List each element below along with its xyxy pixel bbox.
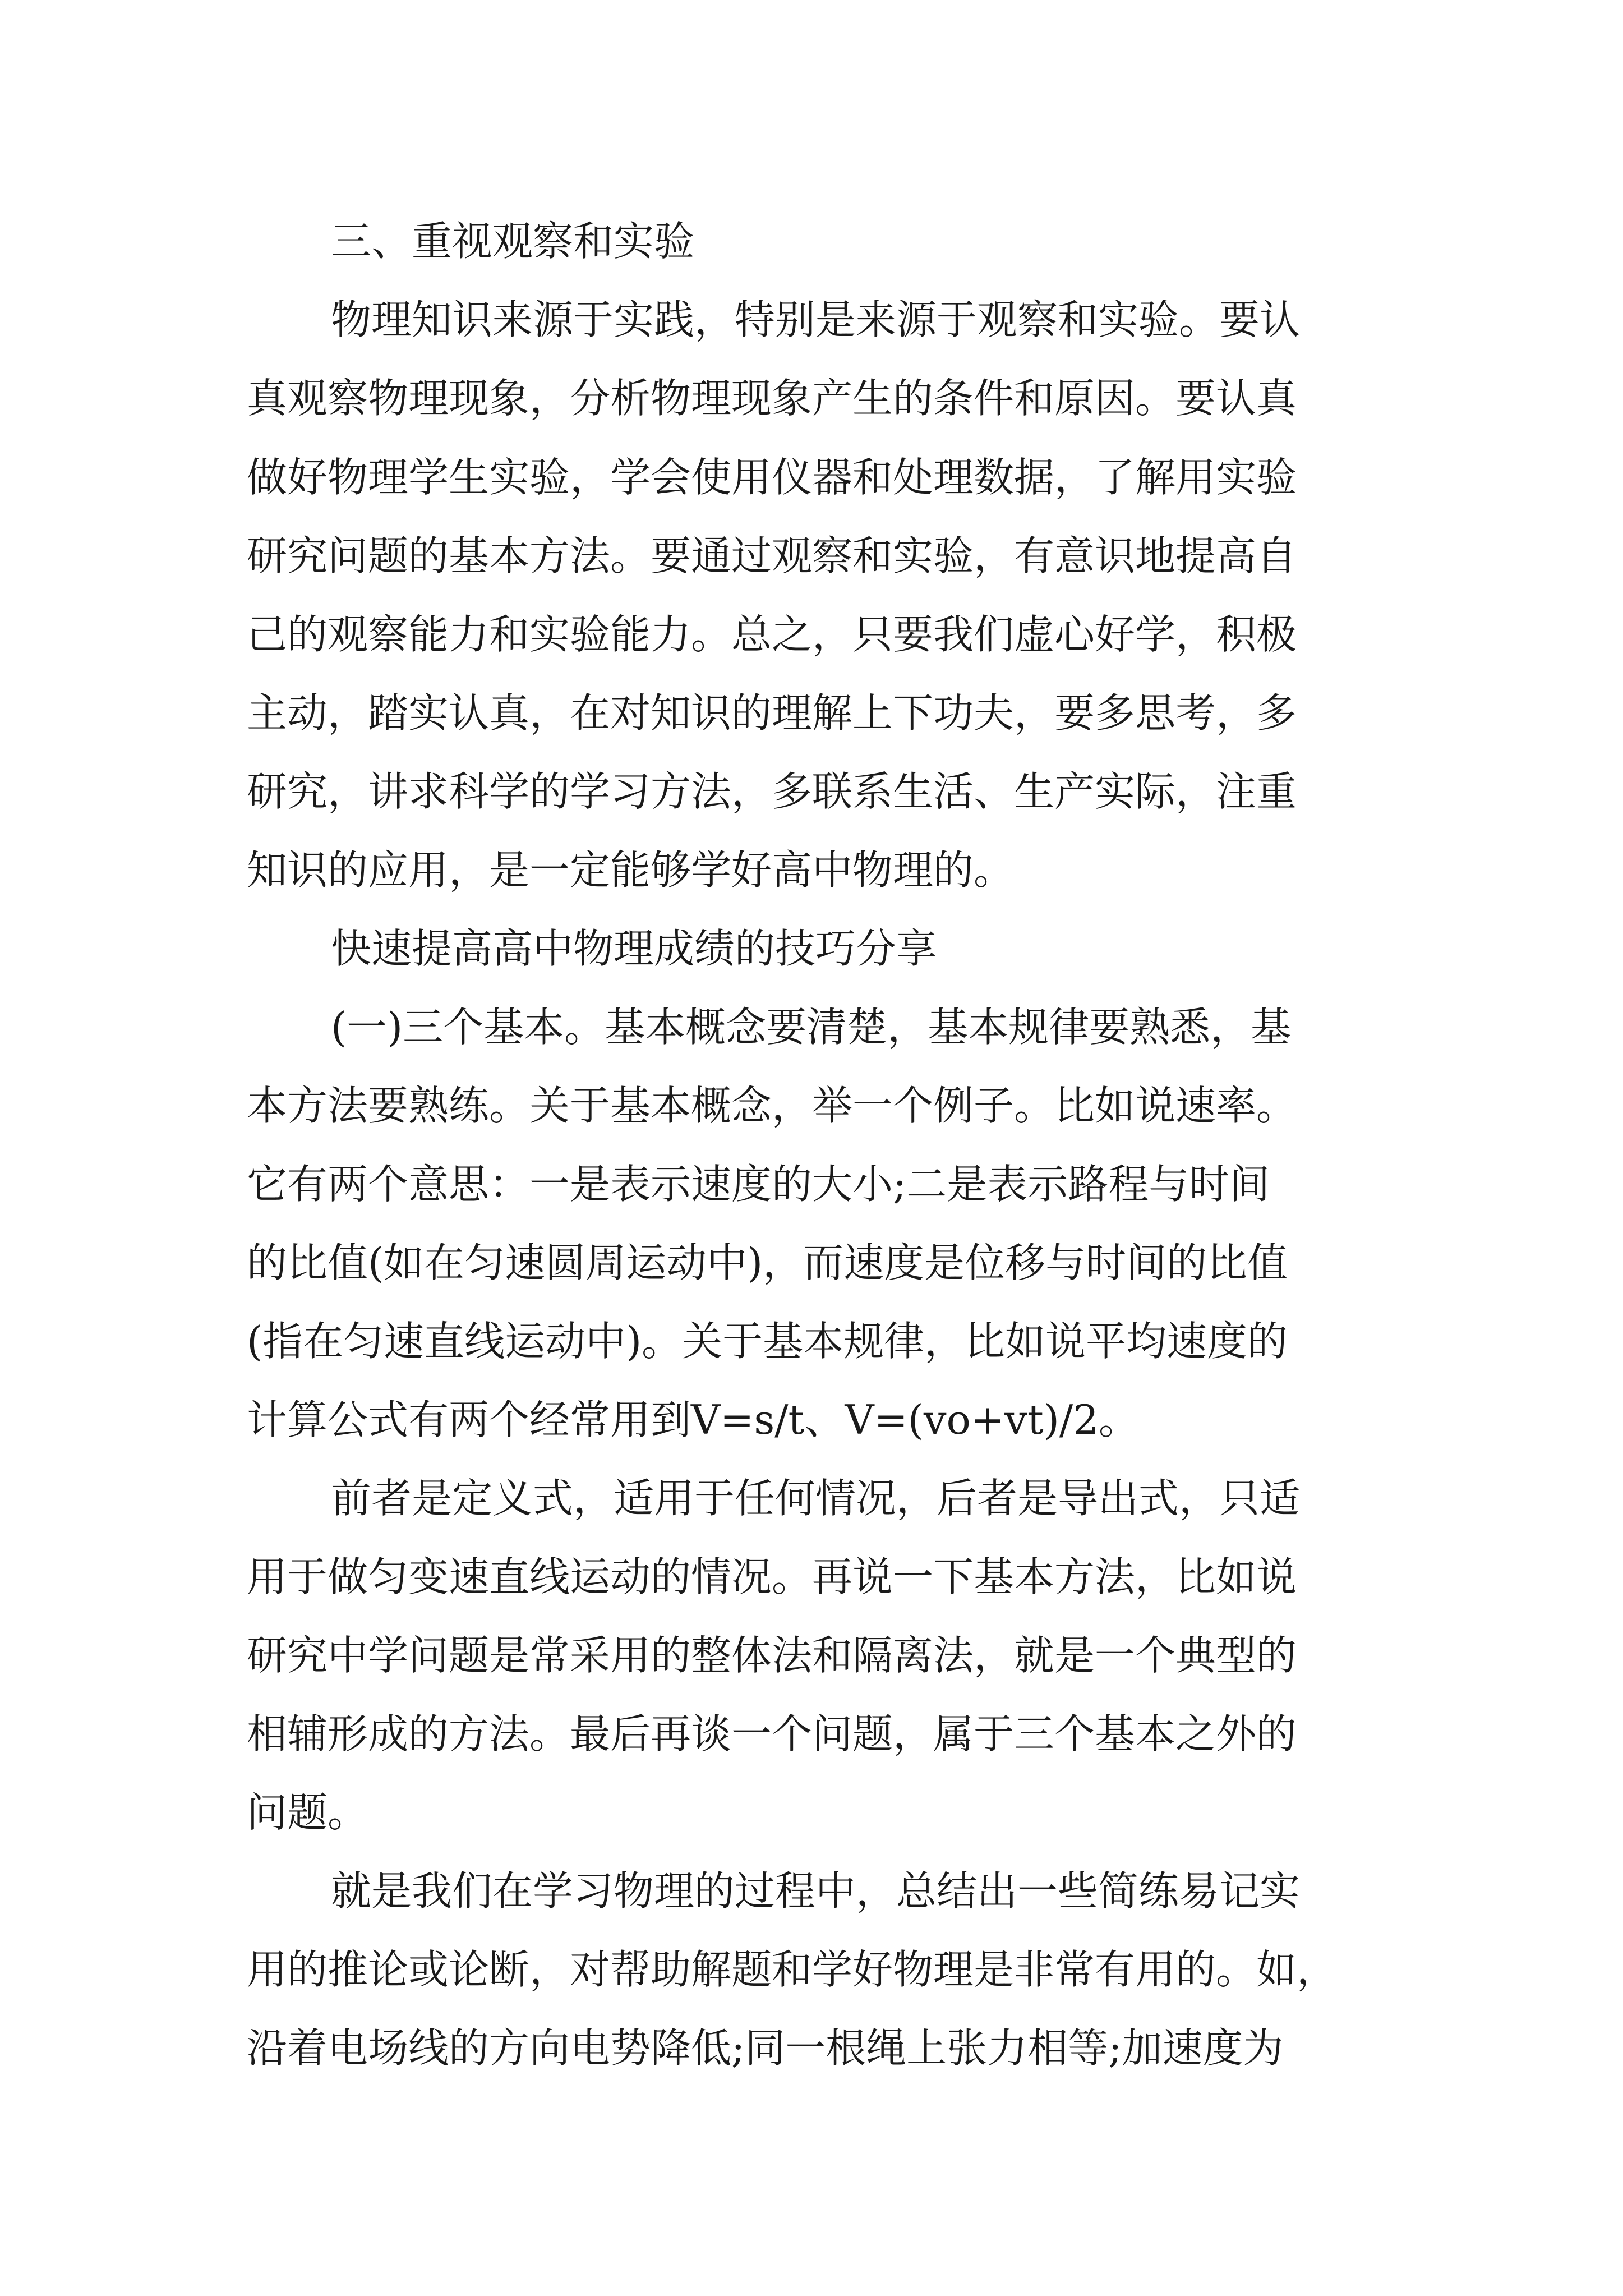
text-line: 的比值(如在匀速圆周运动中)，而速度是位移与时间的比值 [247,1239,1288,1286]
text-line: 用的推论或论断，对帮助解题和学好物理是非常有用的。如， [247,1946,1338,1993]
text-line: 本方法要熟练。关于基本概念，举一个例子。比如说速率。 [247,1082,1297,1129]
text-line: 它有两个意思：一是表示速度的大小;二是表示路程与时间 [247,1161,1270,1208]
text-line: 研究中学问题是常采用的整体法和隔离法，就是一个典型的 [247,1632,1297,1679]
text-line: 真观察物理现象，分析物理现象产生的条件和原因。要认真 [247,375,1297,422]
text-line: 己的观察能力和实验能力。总之，只要我们虚心好学，积极 [247,611,1297,658]
text-line: 做好物理学生实验，学会使用仪器和处理数据，了解用实验 [247,454,1297,501]
text-line: 研究，讲求科学的学习方法，多联系生活、生产实际，注重 [247,768,1297,815]
text-line: 前者是定义式，适用于任何情况，后者是导出式，只适 [331,1475,1301,1522]
text-line: 物理知识来源于实践，特别是来源于观察和实验。要认 [331,296,1301,343]
text-line: 知识的应用，是一定能够学好高中物理的。 [247,846,1015,894]
text-line: 主动，踏实认真，在对知识的理解上下功夫，要多思考，多 [247,689,1297,737]
text-line: 问题。 [247,1789,368,1836]
text-line: (一)三个基本。基本概念要清楚，基本规律要熟悉，基 [331,1004,1292,1051]
section-heading: 三、重视观察和实验 [331,218,695,265]
text-line: 就是我们在学习物理的过程中，总结出一些简练易记实 [331,1867,1301,1915]
text-line: 沿着电场线的方向电势降低;同一根绳上张力相等;加速度为 [247,2024,1284,2072]
text-line: 研究问题的基本方法。要通过观察和实验，有意识地提高自 [247,532,1297,579]
text-line: 计算公式有两个经常用到V=s/t、V=(vo+vt)/2。 [247,1396,1139,1443]
text-line: (指在匀速直线运动中)。关于基本规律，比如说平均速度的 [247,1318,1288,1365]
section-heading: 快速提高高中物理成绩的技巧分享 [331,925,937,972]
text-line: 用于做匀变速直线运动的情况。再说一下基本方法，比如说 [247,1553,1297,1600]
text-line: 相辅形成的方法。最后再谈一个问题，属于三个基本之外的 [247,1710,1297,1757]
